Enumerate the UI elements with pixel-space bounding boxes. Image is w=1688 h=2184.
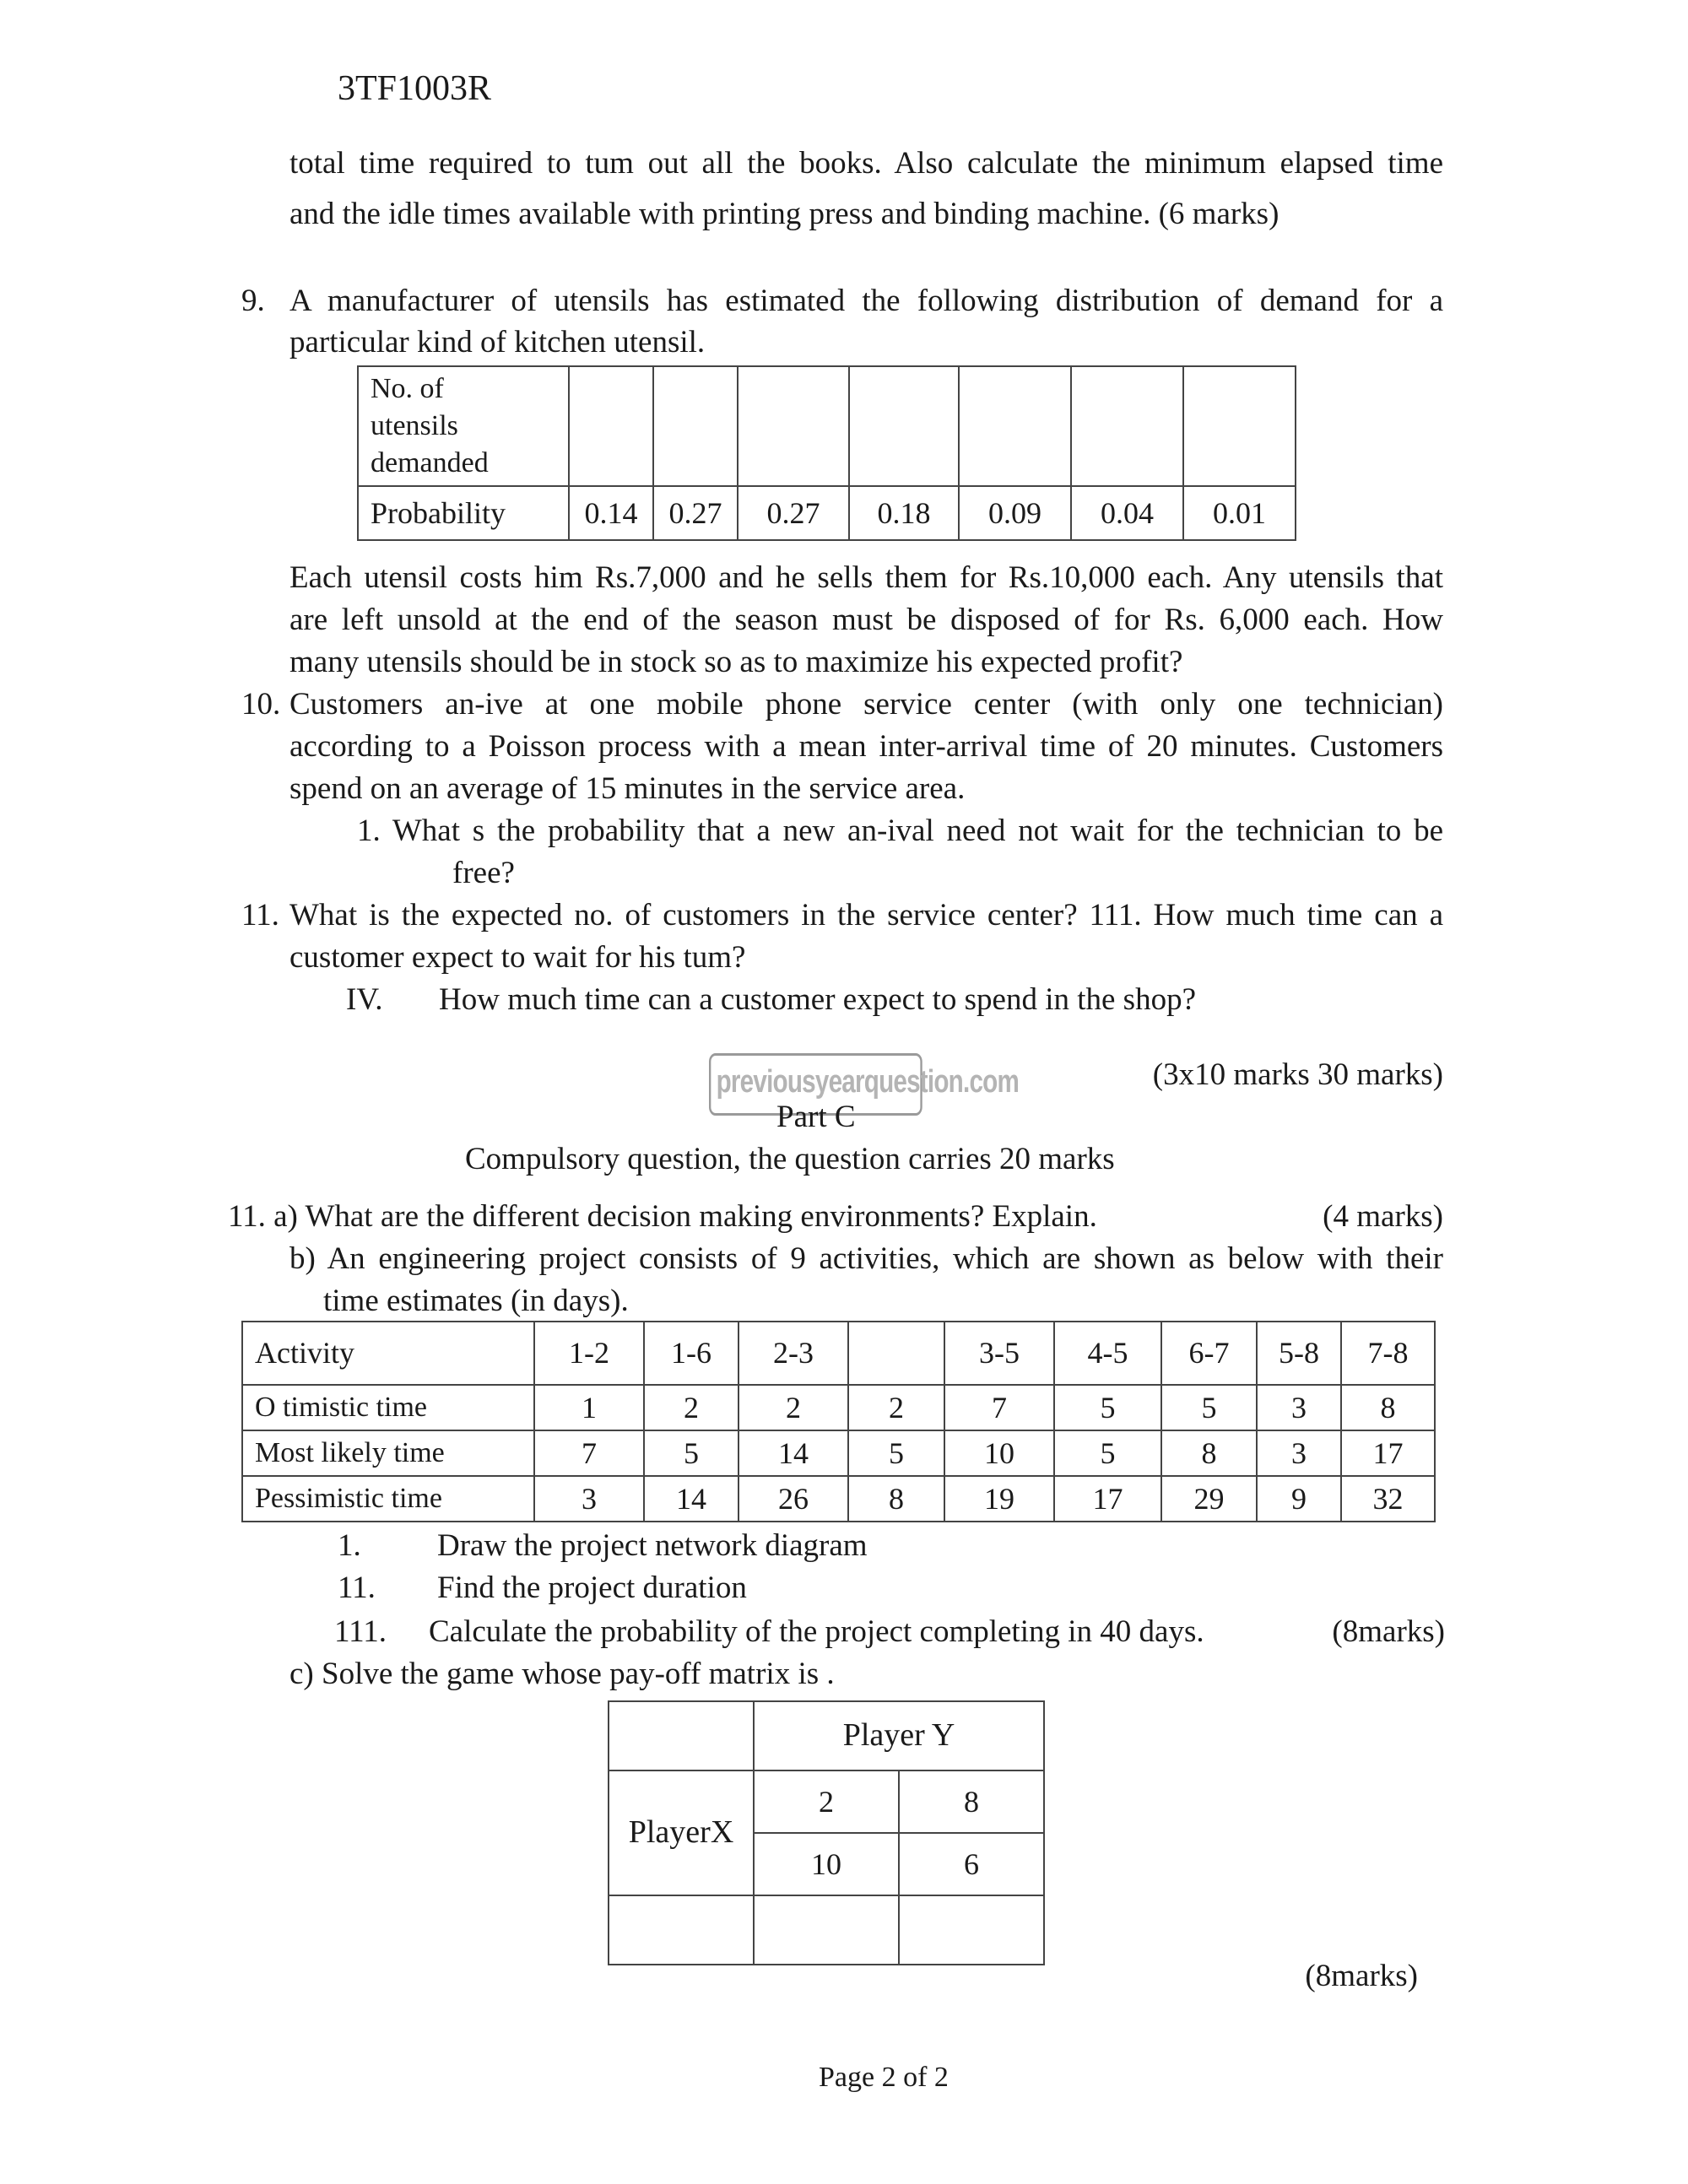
activity-cell: 7 [944, 1385, 1054, 1430]
part-c-subtitle: Compulsory question, the question carries 20 marks [465, 1142, 1115, 1176]
probability-label: Probability [358, 486, 569, 540]
activity-head-cell: 1-6 [644, 1322, 738, 1385]
q9-line-1: A manufacturer of utensils has estimated the following distribution of demand for a [289, 284, 1443, 318]
activity-cell: 10 [944, 1430, 1054, 1476]
payoff-cell: 10 [754, 1833, 899, 1895]
probability-cell: 0.14 [569, 486, 653, 540]
activity-head-cell [848, 1322, 944, 1385]
activity-cell: 5 [1054, 1430, 1161, 1476]
payoff-cell: 6 [899, 1833, 1044, 1895]
activity-cell: 14 [738, 1430, 848, 1476]
intro-line-2: and the idle times available with printing press and binding machine. (6 marks) [289, 197, 1280, 231]
document-code: 3TF1003R [338, 69, 492, 108]
payoff-matrix [608, 1700, 1045, 1965]
activity-head-cell: 1-2 [534, 1322, 644, 1385]
activity-cell: 8 [1341, 1385, 1435, 1430]
demand-value-cell [569, 366, 653, 486]
q11a-text: 11. a) What are the different decision making environments? Explain. [228, 1199, 1097, 1234]
demand-value-cell [1071, 366, 1183, 486]
activity-cell: 5 [1161, 1385, 1257, 1430]
activity-head-cell: 6-7 [1161, 1322, 1257, 1385]
q10-line-1: Customers an-ive at one mobile phone service center (with only one technician) [289, 687, 1443, 722]
demand-table [357, 365, 1296, 541]
probability-cell: 0.18 [849, 486, 959, 540]
activity-head-cell: 4-5 [1054, 1322, 1161, 1385]
probability-cell: 0.01 [1183, 486, 1296, 540]
matrix-empty-cell [609, 1895, 754, 1965]
matrix-empty-cell [754, 1895, 899, 1965]
activity-cell: 8 [848, 1476, 944, 1522]
q9-line-2: particular kind of kitchen utensil. [289, 325, 706, 359]
part-b-marks: (3x10 marks 30 marks) [1152, 1057, 1443, 1092]
activity-head-cell: 2-3 [738, 1322, 848, 1385]
task-2-text: Find the project duration [437, 1570, 747, 1605]
part-c-title: Part C [776, 1100, 856, 1134]
q11c-text: c) Solve the game whose pay-off matrix is . [289, 1657, 835, 1691]
activity-head-cell: Activity [242, 1322, 534, 1385]
demand-value-cell [738, 366, 849, 486]
activity-cell: 5 [848, 1430, 944, 1476]
payoff-cell: 2 [754, 1770, 899, 1833]
matrix-empty-cell [899, 1895, 1044, 1965]
q11-line-1: What is the expected no. of customers in the service center? 111. How much time can a [289, 898, 1443, 933]
q11a-marks: (4 marks) [1323, 1199, 1443, 1234]
q11b-line-1: b) An engineering project consists of 9 activities, which are shown as below with their [289, 1241, 1443, 1276]
activity-cell: 17 [1341, 1430, 1435, 1476]
activity-cell: 14 [644, 1476, 738, 1522]
q11-line-2: customer expect to wait for his tum? [289, 940, 746, 975]
intro-line-1: total time required to tum out all the books. Also calculate the minimum elapsed time [289, 146, 1443, 181]
q9-para-line-2: are left unsold at the end of the season must be disposed of for Rs. 6,000 each. How [289, 603, 1443, 637]
activity-row-label: Pessimistic time [242, 1476, 534, 1522]
q11b-line-2: time estimates (in days). [323, 1284, 629, 1318]
activity-cell: 9 [1257, 1476, 1341, 1522]
activity-cell: 3 [1257, 1430, 1341, 1476]
q11-iv-number: IV. [346, 982, 383, 1017]
task-2-number: 11. [338, 1570, 376, 1605]
activity-cell: 32 [1341, 1476, 1435, 1522]
page-number: Page 2 of 2 [819, 2062, 949, 2093]
q10-line-2: according to a Poisson process with a mean inter-arrival time of 20 minutes. Customers [289, 729, 1443, 764]
activity-row-label: Most likely time [242, 1430, 534, 1476]
activity-head-cell: 5-8 [1257, 1322, 1341, 1385]
activity-head-cell: 7-8 [1341, 1322, 1435, 1385]
q10-sub-1-line-1: 1. What s the probability that a new an-ival need not wait for the technician to be [357, 814, 1443, 848]
probability-cell: 0.27 [653, 486, 738, 540]
demand-value-cell [1183, 366, 1296, 486]
watermark-logo: previousyearquestion.com [709, 1053, 922, 1116]
activity-cell: 17 [1054, 1476, 1161, 1522]
payoff-cell: 8 [899, 1770, 1044, 1833]
q10-line-3: spend on an average of 15 minutes in the service area. [289, 771, 966, 806]
activity-cell: 3 [1257, 1385, 1341, 1430]
activity-cell: 8 [1161, 1430, 1257, 1476]
demand-header-cell: No. of utensils demanded [358, 366, 569, 486]
task-3-number: 111. [334, 1614, 387, 1649]
activity-cell: 19 [944, 1476, 1054, 1522]
activity-cell: 26 [738, 1476, 848, 1522]
q11c-marks: (8marks) [1305, 1959, 1418, 1993]
activity-row-label: O timistic time [242, 1385, 534, 1430]
activity-head-cell: 3-5 [944, 1322, 1054, 1385]
q11b-marks: (8marks) [1332, 1614, 1445, 1649]
activity-cell: 2 [644, 1385, 738, 1430]
demand-value-cell [959, 366, 1071, 486]
activity-cell: 1 [534, 1385, 644, 1430]
activity-cell: 7 [534, 1430, 644, 1476]
task-3-text: Calculate the probability of the project completing in 40 days. [429, 1614, 1204, 1649]
probability-cell: 0.09 [959, 486, 1071, 540]
activity-table [241, 1321, 1436, 1522]
demand-value-cell [849, 366, 959, 486]
q10-sub-1-line-2: free? [452, 856, 515, 890]
activity-cell: 2 [738, 1385, 848, 1430]
probability-cell: 0.04 [1071, 486, 1183, 540]
q11-number: 11. [241, 898, 279, 933]
task-1-number: 1. [338, 1528, 361, 1563]
player-x-label: PlayerX [609, 1770, 754, 1895]
task-1-text: Draw the project network diagram [437, 1528, 868, 1563]
matrix-corner-cell [609, 1701, 754, 1770]
player-y-label: Player Y [754, 1701, 1044, 1770]
activity-cell: 5 [1054, 1385, 1161, 1430]
q9-number: 9. [241, 284, 265, 318]
demand-value-cell [653, 366, 738, 486]
activity-cell: 3 [534, 1476, 644, 1522]
q10-number: 10. [241, 687, 281, 722]
q9-para-line-1: Each utensil costs him Rs.7,000 and he sells them for Rs.10,000 each. Any utensils that [289, 560, 1443, 595]
q11-iv-text: How much time can a customer expect to spend in the shop? [439, 982, 1196, 1017]
probability-cell: 0.27 [738, 486, 849, 540]
activity-cell: 29 [1161, 1476, 1257, 1522]
activity-cell: 2 [848, 1385, 944, 1430]
activity-cell: 5 [644, 1430, 738, 1476]
q9-para-line-3: many utensils should be in stock so as to maximize his expected profit? [289, 645, 1183, 679]
